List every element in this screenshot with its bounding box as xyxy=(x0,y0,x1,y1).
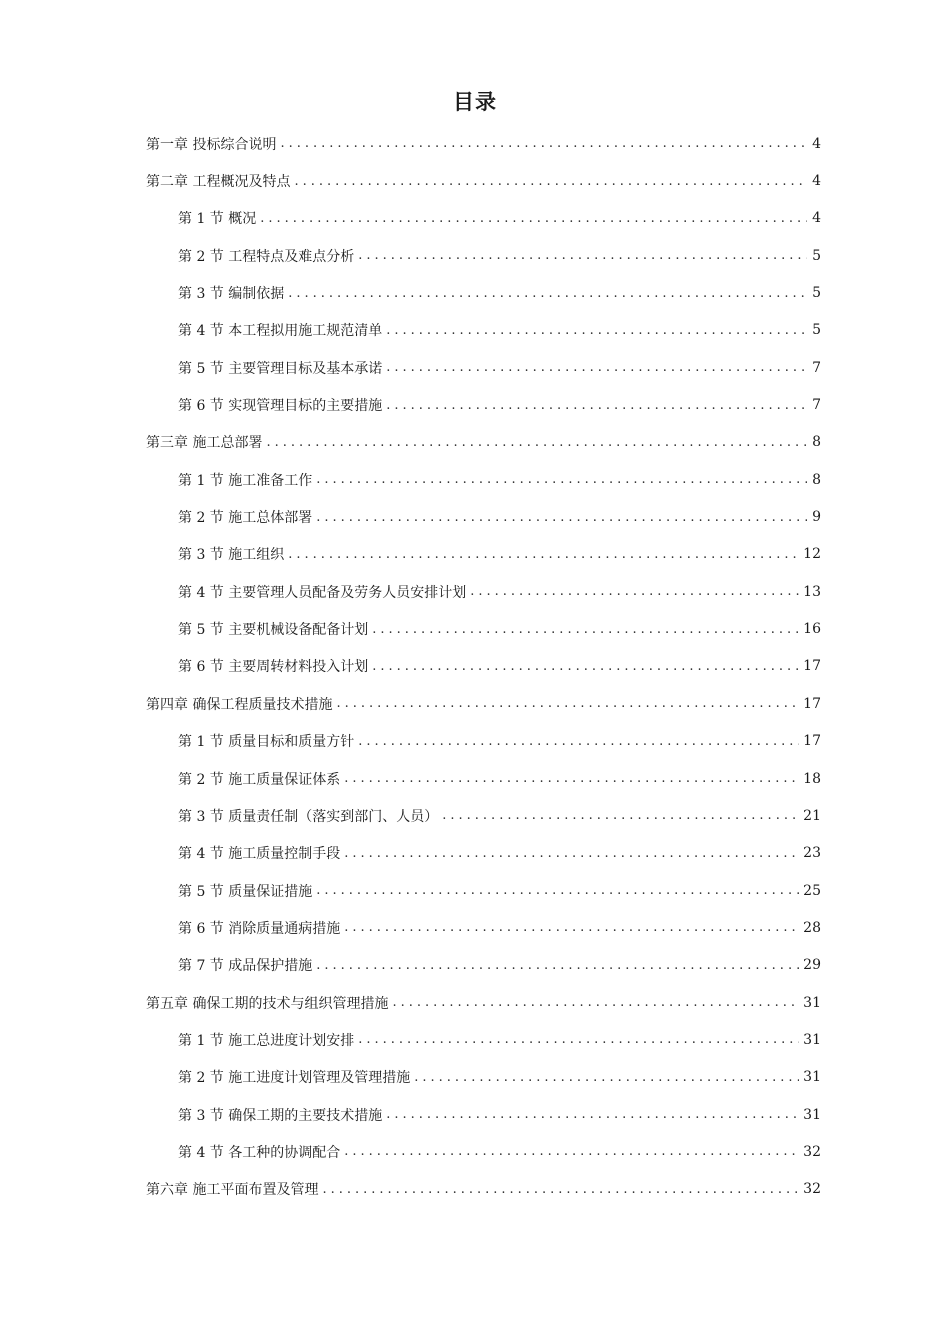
toc-dot-leader xyxy=(266,435,807,450)
toc-entry-title: 第 1 节 施工总进度计划安排 xyxy=(178,1032,355,1049)
toc-dot-leader xyxy=(358,1032,799,1047)
toc-page-number: 31 xyxy=(803,1069,821,1086)
toc-entry-title: 第 4 节 主要管理人员配备及劳务人员安排计划 xyxy=(178,584,467,601)
toc-dot-leader xyxy=(386,398,807,413)
toc-entry-title: 第三章 施工总部署 xyxy=(146,435,263,452)
toc-section-entry[interactable] xyxy=(146,947,821,984)
toc-section-entry[interactable] xyxy=(146,386,821,423)
toc-entry-title: 第 4 节 施工质量控制手段 xyxy=(178,846,341,863)
toc-page-number: 17 xyxy=(803,658,821,675)
toc-entry-title: 第 6 节 主要周转材料投入计划 xyxy=(178,659,369,676)
toc-dot-leader xyxy=(288,547,799,562)
toc-page-number: 7 xyxy=(812,397,821,414)
toc-entry-title: 第 3 节 编制依据 xyxy=(178,286,285,303)
toc-page-number: 18 xyxy=(803,770,821,787)
toc-entry-title: 第 5 节 主要机械设备配备计划 xyxy=(178,622,369,639)
toc-entry-title: 第 3 节 确保工期的主要技术措施 xyxy=(178,1107,383,1124)
toc-dot-leader xyxy=(344,1144,799,1159)
toc-page-number: 29 xyxy=(803,957,821,974)
toc-page-number: 31 xyxy=(803,994,821,1011)
toc-dot-leader xyxy=(414,1070,799,1085)
toc-dot-leader xyxy=(260,211,807,226)
toc-section-entry[interactable] xyxy=(146,349,821,386)
toc-entry-title: 第 2 节 施工进度计划管理及管理措施 xyxy=(178,1070,411,1087)
toc-page-number: 21 xyxy=(803,807,821,824)
toc-page-number: 9 xyxy=(812,509,821,526)
toc-entry-title: 第 5 节 主要管理目标及基本承诺 xyxy=(178,360,383,377)
toc-section-entry[interactable] xyxy=(146,723,821,760)
toc-section-entry[interactable] xyxy=(146,461,821,498)
toc-page-number: 16 xyxy=(803,621,821,638)
toc-page-number: 4 xyxy=(812,210,821,227)
toc-entry-title: 第 1 节 概况 xyxy=(178,211,257,228)
toc-entry-title: 第 1 节 施工准备工作 xyxy=(178,472,313,489)
toc-dot-leader xyxy=(336,696,799,711)
toc-section-entry[interactable] xyxy=(146,536,821,573)
toc-dot-leader xyxy=(344,846,799,861)
toc-section-entry[interactable] xyxy=(146,872,821,909)
toc-page-number: 31 xyxy=(803,1031,821,1048)
toc-chapter-entry[interactable] xyxy=(146,162,821,199)
toc-section-entry[interactable] xyxy=(146,200,821,237)
toc-entry-title: 第 7 节 成品保护措施 xyxy=(178,958,313,975)
toc-dot-leader xyxy=(294,174,807,189)
toc-entry-title: 第 5 节 质量保证措施 xyxy=(178,883,313,900)
toc-entry-title: 第五章 确保工期的技术与组织管理措施 xyxy=(146,995,389,1012)
toc-dot-leader xyxy=(288,286,807,301)
toc-entry-title: 第 6 节 消除质量通病措施 xyxy=(178,920,341,937)
toc-page-number: 4 xyxy=(812,173,821,190)
toc-entry-title: 第 2 节 施工质量保证体系 xyxy=(178,771,341,788)
toc-section-entry[interactable] xyxy=(146,610,821,647)
toc-title: 目录 xyxy=(453,90,497,114)
toc-page-number: 28 xyxy=(803,919,821,936)
toc-entry-title: 第 1 节 质量目标和质量方针 xyxy=(178,734,355,751)
toc-entry-title: 第 2 节 施工总体部署 xyxy=(178,510,313,527)
toc-dot-leader xyxy=(316,472,807,487)
toc-chapter-entry[interactable] xyxy=(146,1171,821,1208)
toc-chapter-entry[interactable] xyxy=(146,685,821,722)
toc-section-entry[interactable] xyxy=(146,1059,821,1096)
toc-section-entry[interactable] xyxy=(146,573,821,610)
toc-dot-leader xyxy=(344,920,799,935)
toc-dot-leader xyxy=(372,622,799,637)
toc-page-number: 32 xyxy=(803,1181,821,1198)
toc-entry-title: 第 3 节 施工组织 xyxy=(178,547,285,564)
toc-page-number: 12 xyxy=(803,546,821,563)
toc-page-number: 17 xyxy=(803,695,821,712)
toc-page-number: 8 xyxy=(812,434,821,451)
toc-entry-title: 第六章 施工平面布置及管理 xyxy=(146,1182,319,1199)
toc-dot-leader xyxy=(386,360,807,375)
toc-dot-leader xyxy=(322,1182,799,1197)
toc-entry-title: 第二章 工程概况及特点 xyxy=(146,174,291,191)
toc-section-entry[interactable] xyxy=(146,274,821,311)
toc-dot-leader xyxy=(372,659,799,674)
toc-page-number: 13 xyxy=(803,583,821,600)
toc-chapter-entry[interactable] xyxy=(146,984,821,1021)
toc-chapter-entry[interactable] xyxy=(146,125,821,162)
toc-page-number: 32 xyxy=(803,1143,821,1160)
toc-entry-title: 第 4 节 各工种的协调配合 xyxy=(178,1144,341,1161)
toc-dot-leader xyxy=(316,883,799,898)
toc-dot-leader xyxy=(392,995,799,1010)
toc-section-entry[interactable] xyxy=(146,797,821,834)
toc-section-entry[interactable] xyxy=(146,760,821,797)
toc-entry-title: 第四章 确保工程质量技术措施 xyxy=(146,696,333,713)
toc-section-entry[interactable] xyxy=(146,312,821,349)
toc-dot-leader xyxy=(442,808,799,823)
toc-dot-leader xyxy=(470,584,799,599)
toc-entry-title: 第 2 节 工程特点及难点分析 xyxy=(178,248,355,265)
toc-dot-leader xyxy=(358,734,799,749)
toc-entry-title: 第 6 节 实现管理目标的主要措施 xyxy=(178,398,383,415)
toc-section-entry[interactable] xyxy=(146,498,821,535)
toc-entry-title: 第 3 节 质量责任制（落实到部门、人员） xyxy=(178,808,439,825)
toc-section-entry[interactable] xyxy=(146,1096,821,1133)
toc-entry-title: 第一章 投标综合说明 xyxy=(146,136,277,153)
toc-page-number: 23 xyxy=(803,845,821,862)
toc-page-number: 5 xyxy=(812,285,821,302)
toc-page-number: 31 xyxy=(803,1106,821,1123)
toc-page-number: 8 xyxy=(812,471,821,488)
toc-page-number: 17 xyxy=(803,733,821,750)
toc-dot-leader xyxy=(316,958,799,973)
toc-section-entry[interactable] xyxy=(146,1021,821,1058)
toc-dot-leader xyxy=(344,771,799,786)
toc-section-entry[interactable] xyxy=(146,909,821,946)
toc-dot-leader xyxy=(358,248,807,263)
toc-page-number: 5 xyxy=(812,247,821,264)
toc-page-number: 4 xyxy=(812,135,821,152)
toc-section-entry[interactable] xyxy=(146,648,821,685)
toc-entry-title: 第 4 节 本工程拟用施工规范清单 xyxy=(178,323,383,340)
toc-page-number: 5 xyxy=(812,322,821,339)
toc-page-number: 25 xyxy=(803,882,821,899)
toc-section-entry[interactable] xyxy=(146,237,821,274)
toc-dot-leader xyxy=(386,1107,799,1122)
toc-chapter-entry[interactable] xyxy=(146,424,821,461)
toc-section-entry[interactable] xyxy=(146,1133,821,1170)
toc-dot-leader xyxy=(386,323,807,338)
toc-dot-leader xyxy=(316,510,807,525)
toc-section-entry[interactable] xyxy=(146,835,821,872)
toc-page-number: 7 xyxy=(812,359,821,376)
toc-list xyxy=(146,125,821,1208)
toc-dot-leader xyxy=(280,136,807,151)
